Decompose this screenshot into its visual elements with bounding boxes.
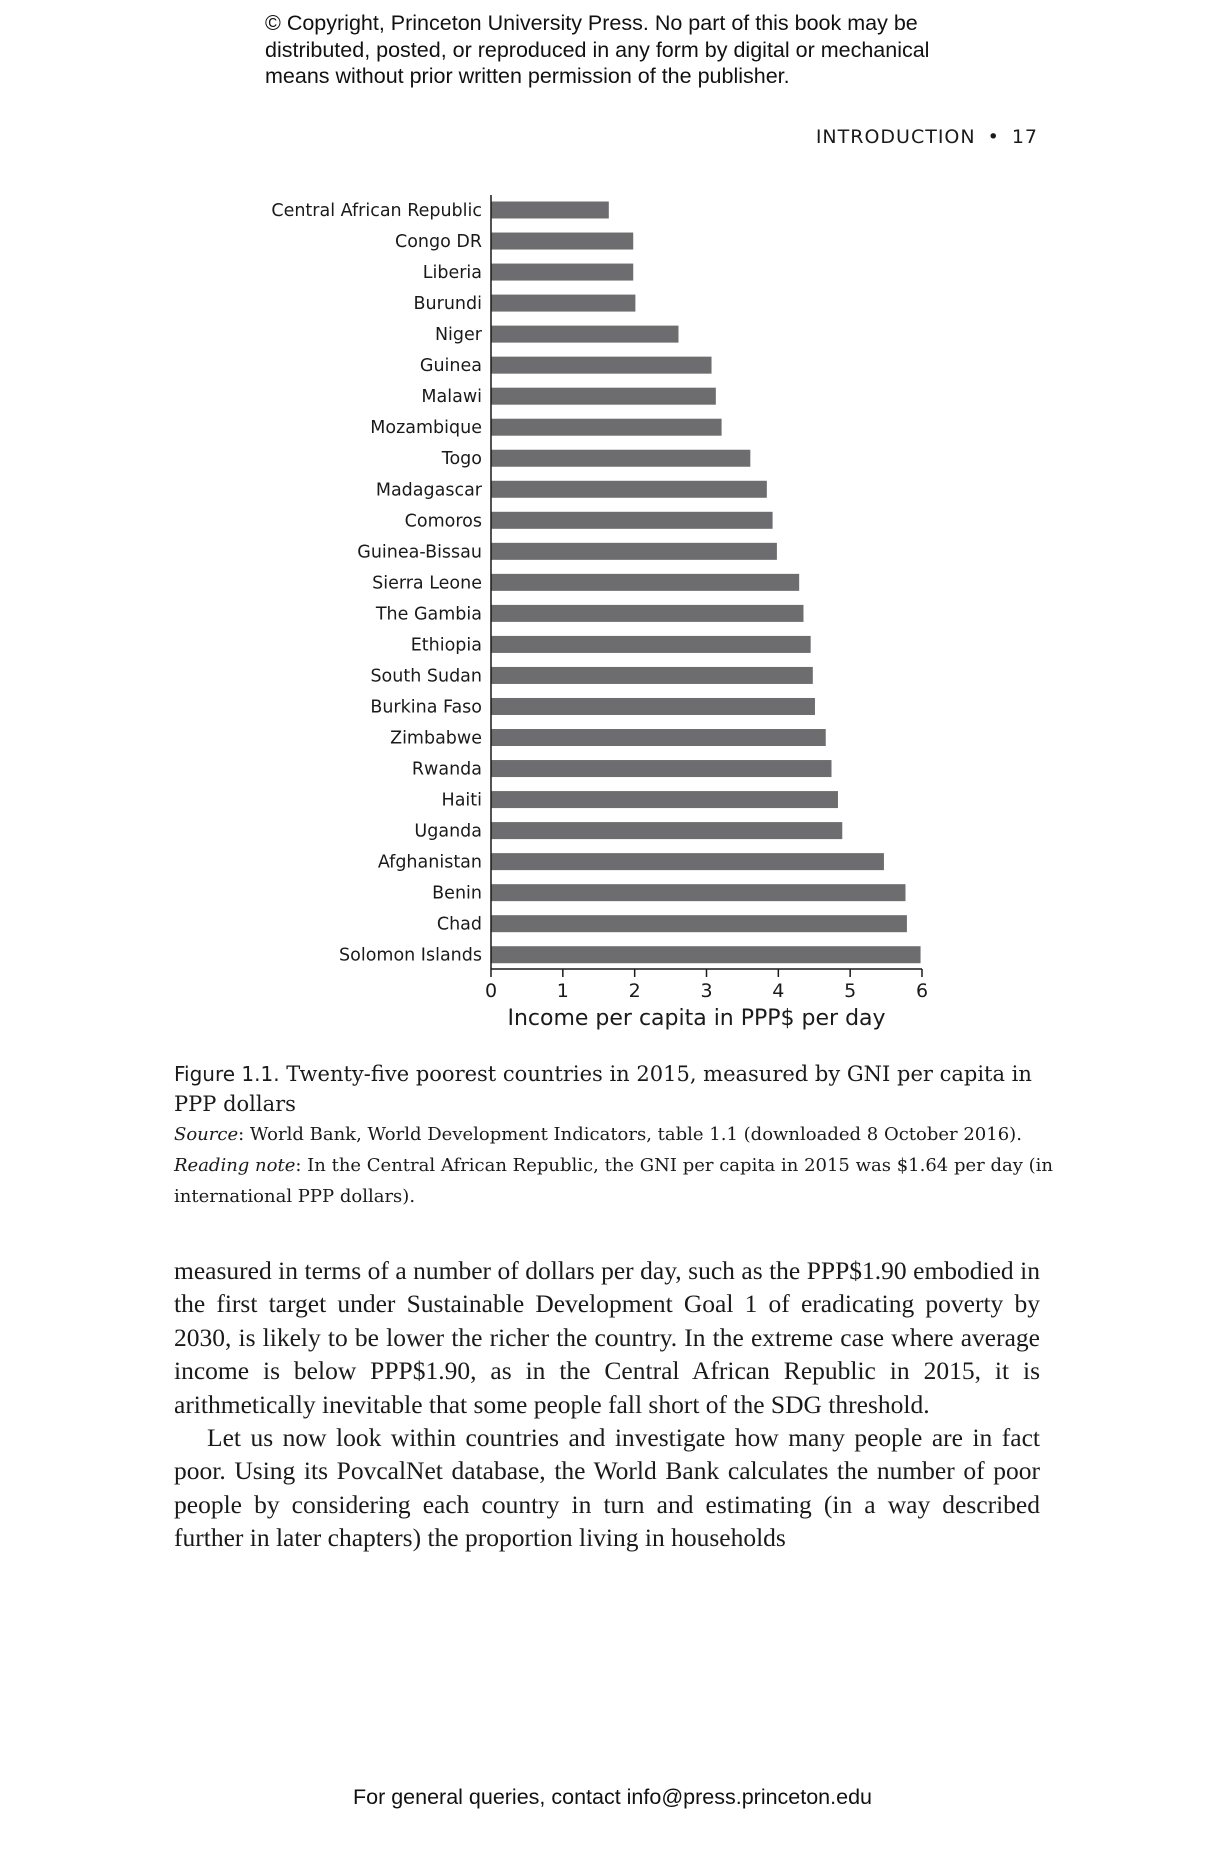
bar xyxy=(491,574,799,591)
bar xyxy=(491,853,884,870)
category-label: Burundi xyxy=(413,294,482,315)
bar xyxy=(491,729,826,746)
x-tick-label: 1 xyxy=(556,980,569,1002)
category-label: Benin xyxy=(432,883,482,904)
category-label: Liberia xyxy=(422,263,482,284)
category-label: Solomon Islands xyxy=(339,945,482,966)
bar xyxy=(491,202,609,219)
reading-note-text: : In the Central African Republic, the GNI per capita in 2015 was $1.64 per day (in international PPP dollars). xyxy=(174,1155,1053,1207)
bar xyxy=(491,667,813,684)
bar xyxy=(491,543,777,560)
bar xyxy=(491,326,678,343)
footer-contact: For general queries, contact info@press.princeton.edu xyxy=(352,1785,872,1809)
bar xyxy=(491,295,635,312)
category-label-group xyxy=(271,201,482,966)
category-label: Rwanda xyxy=(411,759,482,780)
bar xyxy=(491,419,722,436)
category-label: Haiti xyxy=(441,790,482,811)
copyright-line: © Copyright, Princeton University Press. No part of this book may be xyxy=(265,11,918,35)
bar xyxy=(491,605,803,622)
category-label: Chad xyxy=(436,914,482,935)
source-text: : World Bank, World Development Indicators, table 1.1 (downloaded 8 October 2016). xyxy=(238,1124,1022,1145)
figure-title-block xyxy=(174,1059,1054,1119)
body-paragraph: measured in terms of a number of dollars per day, such as the PPP$1.90 embodied in the first target under Sustainable Development Goal 1 of eradicating poverty by 2030, is likely to be lower the richer the country. In the extreme case where average income is below PPP$1.90, as in the Central African Republic in 2015, it is arithmetically inevitable that some people fall short of the SDG threshold. xyxy=(174,1256,1040,1419)
body-paragraph: Let us now look within countries and investigate how many people are in fact poor. Using its PovcalNet database, the World Bank calculates the number of poor people by considering each country in turn and estimating (in a way described further in later chapters) the proportion living in households xyxy=(174,1423,1040,1553)
running-head-separator: • xyxy=(987,126,1000,148)
bar xyxy=(491,791,838,808)
body-text xyxy=(174,1254,1040,1555)
x-tick-group xyxy=(485,969,928,1002)
page-number: 17 xyxy=(1011,126,1038,148)
category-label: Ethiopia xyxy=(410,635,482,656)
x-tick-label: 2 xyxy=(628,980,641,1002)
bar xyxy=(491,512,773,529)
category-label: The Gambia xyxy=(375,604,482,625)
category-label: Afghanistan xyxy=(377,852,482,873)
copyright-line: means without prior written permission of the publisher. xyxy=(265,64,790,88)
bar xyxy=(491,884,905,901)
x-tick-label: 4 xyxy=(772,980,785,1002)
reading-note-label: Reading note xyxy=(174,1155,296,1176)
category-label: Mozambique xyxy=(370,418,482,439)
category-label: Sierra Leone xyxy=(372,573,482,594)
category-label: Zimbabwe xyxy=(390,728,482,749)
figure-source xyxy=(174,1119,1054,1150)
bar xyxy=(491,357,712,374)
category-label: Madagascar xyxy=(375,480,482,501)
category-label: South Sudan xyxy=(370,666,482,687)
x-tick-label: 5 xyxy=(844,980,857,1002)
bar xyxy=(491,450,750,467)
reading-note xyxy=(174,1150,1054,1212)
category-label: Burkina Faso xyxy=(370,697,482,718)
category-label: Central African Republic xyxy=(271,201,482,221)
category-label: Congo DR xyxy=(394,232,482,253)
category-label: Guinea xyxy=(419,356,482,377)
category-label: Togo xyxy=(441,449,482,470)
figure-caption xyxy=(174,1059,1054,1212)
bar xyxy=(491,264,633,281)
category-label: Guinea-Bissau xyxy=(357,542,482,563)
running-head-title: INTRODUCTION xyxy=(815,126,976,148)
category-label: Niger xyxy=(434,325,482,346)
figure-label: Figure 1.1. xyxy=(174,1062,280,1086)
bar xyxy=(491,946,921,963)
bar xyxy=(491,481,767,498)
bar xyxy=(491,698,815,715)
category-label: Uganda xyxy=(414,821,482,842)
category-label: Malawi xyxy=(421,387,482,408)
copyright-line: distributed, posted, or reproduced in any form by digital or mechanical xyxy=(265,37,930,62)
x-axis-title: Income per capita in PPP$ per day xyxy=(507,1006,886,1031)
x-tick-label: 0 xyxy=(484,980,498,1002)
bar xyxy=(491,636,811,653)
bar xyxy=(491,915,907,932)
x-tick-label: 3 xyxy=(700,980,713,1002)
x-tick-label: 6 xyxy=(915,980,929,1002)
category-label: Comoros xyxy=(404,511,482,532)
figure-title: Twenty-five poorest countries in 2015, measured by GNI per capita in PPP dollars xyxy=(174,1062,1032,1116)
bar xyxy=(491,233,633,250)
bar xyxy=(491,822,842,839)
bar-group xyxy=(491,202,921,964)
source-label: Source xyxy=(174,1124,239,1145)
bar xyxy=(491,760,831,777)
bar xyxy=(491,388,716,405)
